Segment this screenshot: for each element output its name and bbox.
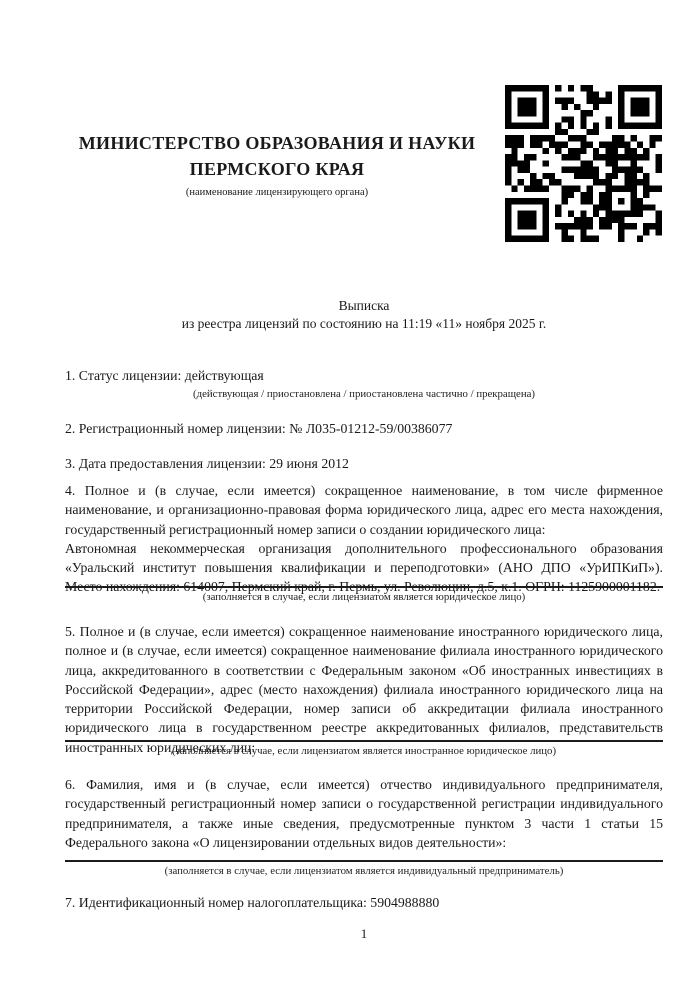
legal-entity-info-value: Автономная некоммерческая организация дополнительного профессионального образования «Уральский институт повышения квалификации и переподготовки» (АНО ДПО «УрИПКиП»). Место нахождения: 614007, Пермский край, г. Пермь, ул. Революции, д.5, к.1. ОГРН: 1125900001182.	[65, 540, 663, 595]
document-title-line1: Выписка	[338, 298, 390, 313]
foreign-entity-info-paragraph	[65, 622, 663, 757]
individual-entrepreneur-rule	[65, 860, 663, 862]
license-grant-date-line: 3. Дата предоставления лицензии: 29 июня 2012	[65, 456, 349, 471]
legal-entity-caption: (заполняется в случае, если лицензиатом является юридическое лицо)	[202, 591, 526, 603]
legal-entity-info-label: 4. Полное и (в случае, если имеется) сокращенное наименование, в том числе фирменное наименование, и организационно-правовая форма юридического лица, адрес его места нахождения, государственный регистрационный номер записи о создании юридического лица:	[65, 483, 663, 537]
taxpayer-id-line: 7. Идентификационный номер налогоплательщика: 5904988880	[65, 895, 440, 910]
letterhead	[65, 130, 489, 199]
foreign-entity-info-label: 5. Полное и (в случае, если имеется) сокращенное наименование иностранного юридического лица, полное и (в случае, если имеется) сокращенное наименование филиала иностранного юридического лица, аккредитованного в соответствии с Федеральным законом «Об иностранных инвестициях в Российской Федерации», адрес (место нахождения) филиала иностранного юридического лица на территории Российской Федерации, номер записи об аккредитации филиала иностранного юридического лица в государственном реестре аккредитованных филиалов, представительств иностранных юридических лиц:	[65, 624, 663, 755]
legal-entity-rule	[65, 586, 663, 588]
document-title-line2: из реестра лицензий по состоянию на 11:19 «11» ноября 2025 г.	[181, 316, 547, 331]
foreign-entity-caption: (заполняется в случае, если лицензиатом является иностранное юридическое лицо)	[171, 745, 557, 757]
page-number: 1	[360, 926, 368, 941]
ministry-name-line2: ПЕРМСКОГО КРАЯ	[189, 159, 365, 179]
registration-number-line: 2. Регистрационный номер лицензии: № Л035-01212-59/00386077	[65, 421, 453, 436]
individual-entrepreneur-caption: (заполняется в случае, если лицензиатом является индивидуальный предприниматель)	[164, 865, 564, 877]
qr-code	[505, 85, 662, 242]
license-status-options-caption: (действующая / приостановлена / приостановлена частично / прекращена)	[193, 388, 535, 400]
licensing-authority-caption: (наименование лицензирующего органа)	[185, 187, 369, 198]
individual-entrepreneur-paragraph	[65, 775, 663, 852]
individual-entrepreneur-label: 6. Фамилия, имя и (в случае, если имеется) отчество индивидуального предпринимателя, государственный регистрационный номер записи о государственной регистрации индивидуального предпринимателя, а также иные сведения, предусмотренные пунктом 3 части 1 статьи 15 Федерального закона «О лицензировании отдельных видов деятельности»:	[65, 777, 663, 850]
legal-entity-info-paragraph	[65, 481, 663, 597]
foreign-entity-rule	[65, 740, 663, 742]
license-status-line: 1. Статус лицензии: действующая	[65, 368, 264, 383]
document-title	[65, 297, 663, 333]
ministry-name-line1: МИНИСТЕРСТВО ОБРАЗОВАНИЯ И НАУКИ	[78, 133, 476, 153]
